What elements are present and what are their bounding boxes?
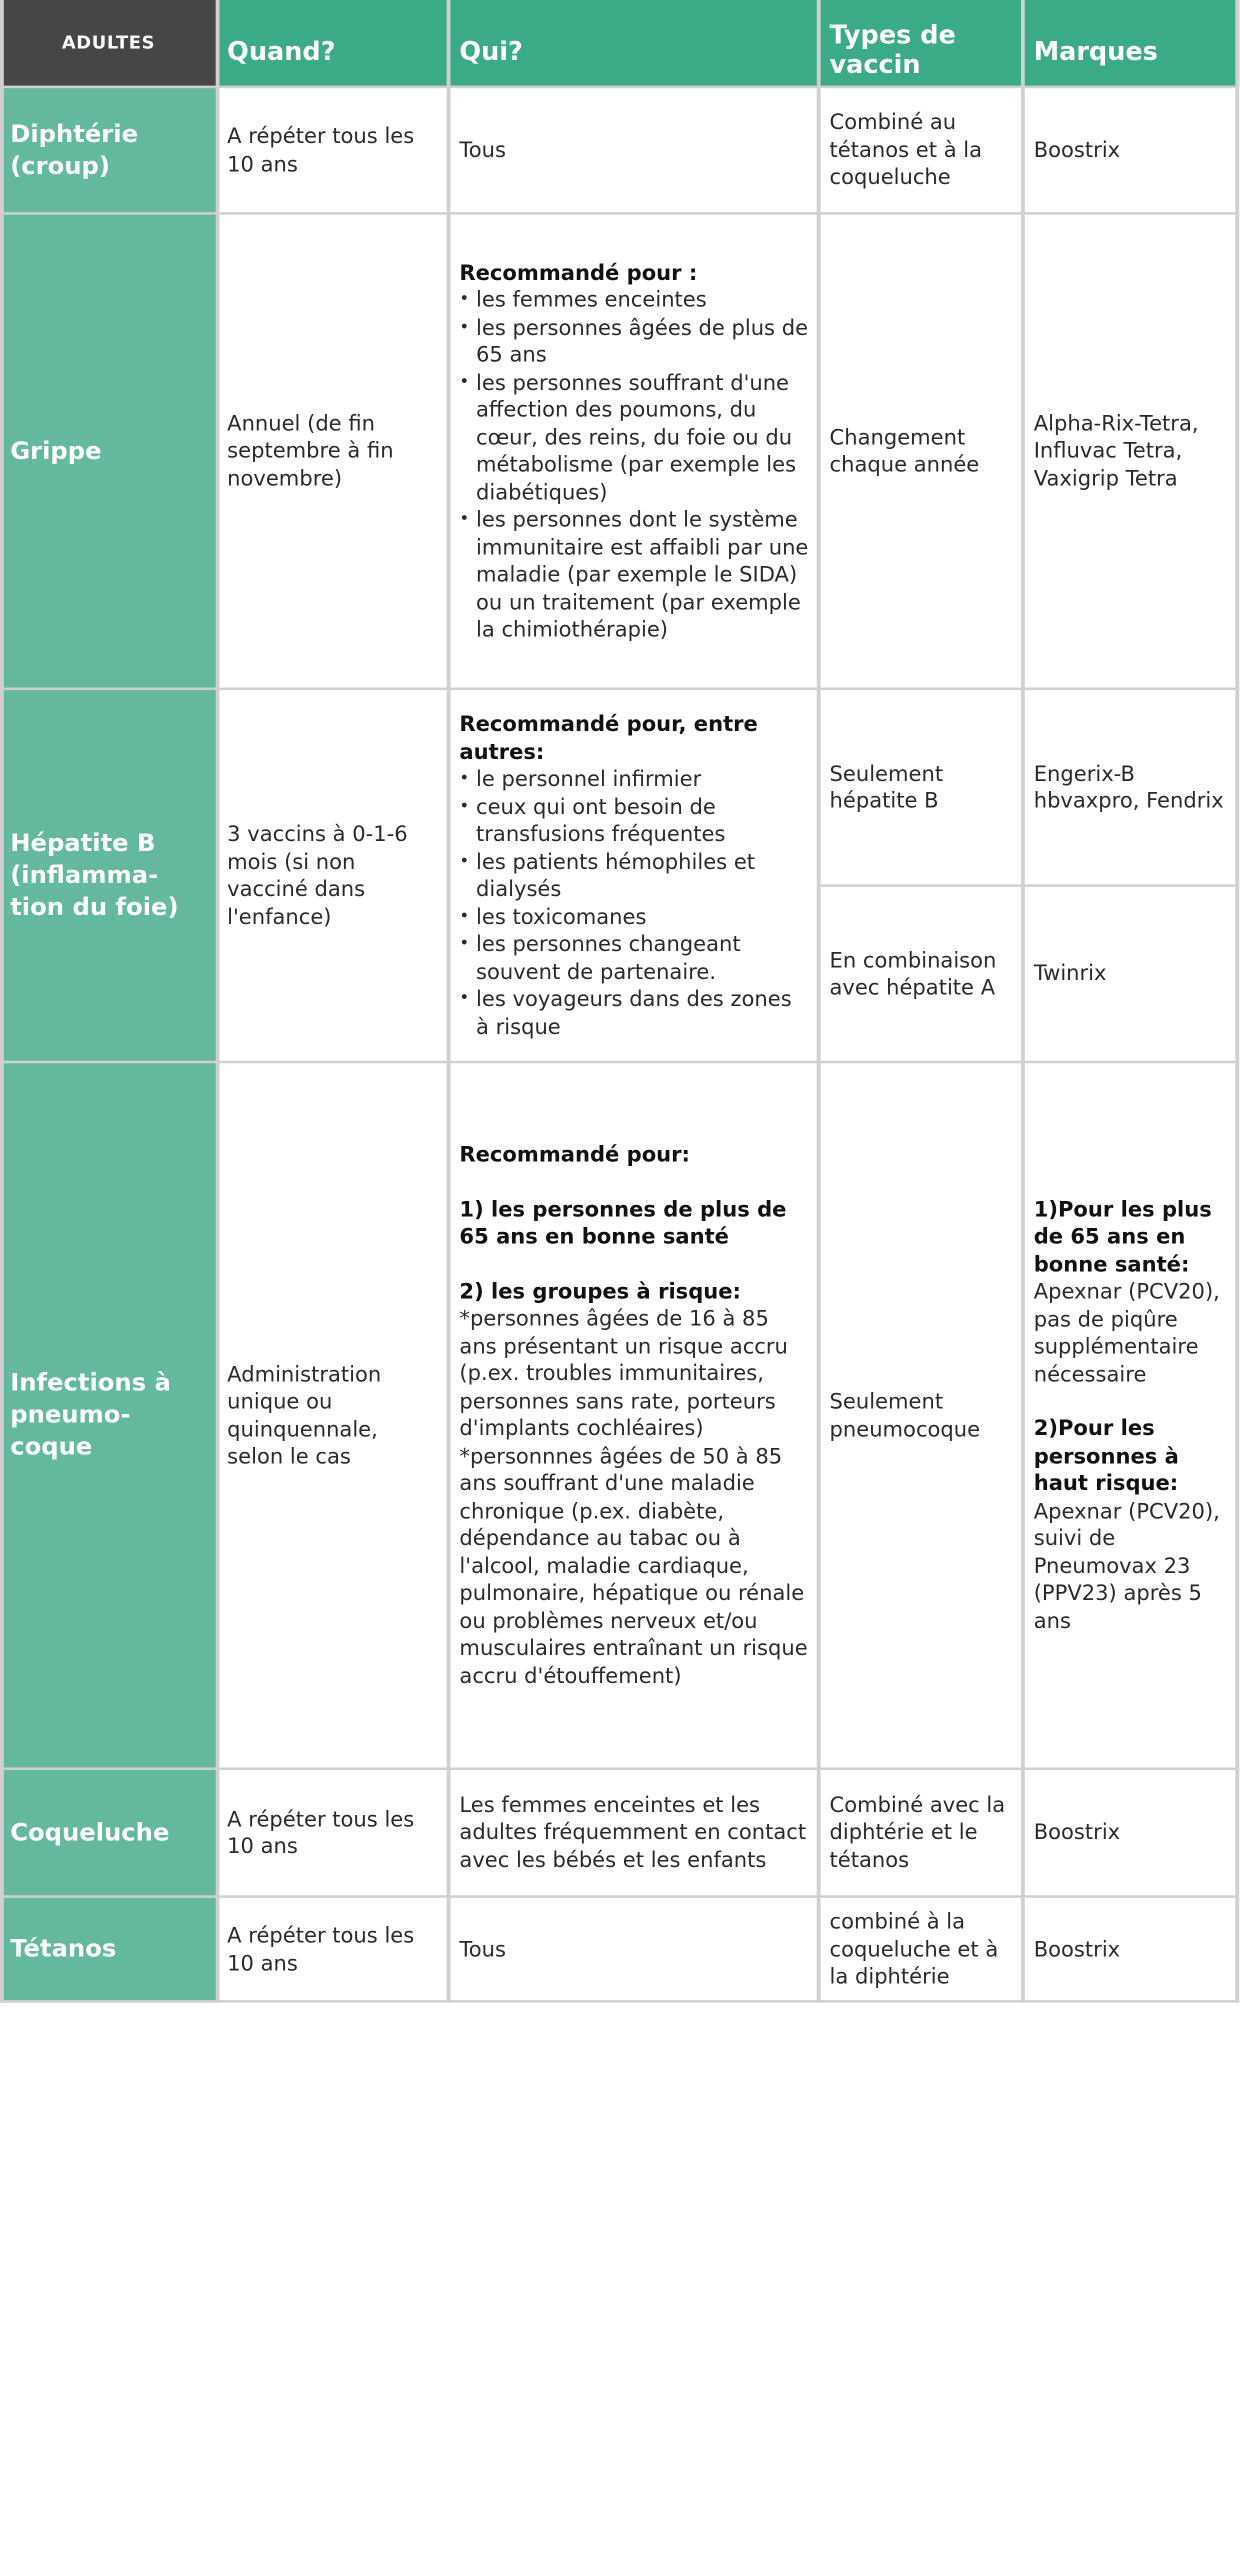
grippe-qui-list — [459, 286, 809, 643]
grippe-types: Changement chaque année — [819, 213, 1023, 688]
hepatite-qui-list — [459, 766, 809, 1041]
pneumo-name: Infections à pneumo-coque — [10, 1368, 171, 1461]
header-types-label: Types de vaccin — [829, 19, 956, 80]
grid-line — [0, 2000, 1239, 2003]
coqueluche-quand: A répéter tous les 10 ans — [217, 1769, 449, 1897]
hepatite-types-2: En combinaison avec hépatite A — [819, 886, 1023, 1062]
header-types — [819, 0, 1023, 87]
coqueluche-types: Combiné avec la diphtérie et le tétanos — [819, 1769, 1023, 1897]
grid-line — [1235, 0, 1239, 2003]
hepatite-qui-intro: Recommandé pour, entre autres: — [459, 711, 758, 764]
grid-line — [0, 688, 1239, 691]
pneumo-quand: Administration unique ou quinquennale, selon le cas — [217, 1062, 449, 1769]
list-item: • les femmes enceintes — [459, 286, 809, 313]
header-marques: Marques — [1024, 0, 1240, 87]
grippe-quand: Annuel (de fin septembre à fin novembre) — [217, 213, 449, 688]
grid-line — [0, 212, 1239, 215]
row-tetanos-label: Tétanos — [0, 1897, 217, 2003]
tetanos-quand: A répéter tous les 10 ans — [217, 1897, 449, 2003]
pneumo-qui-intro: Recommandé pour: — [459, 1142, 690, 1167]
tetanos-types: combiné à la coqueluche et à la diphtérie — [819, 1897, 1023, 2003]
diphterie-name: Diphtérie (croup) — [10, 119, 139, 180]
grid-line — [0, 1061, 1239, 1064]
pneumo-types: Seulement pneumocoque — [819, 1062, 1023, 1769]
diphterie-qui: Tous — [449, 87, 819, 214]
grid-line — [819, 884, 1239, 887]
grid-line — [216, 0, 220, 2003]
grippe-qui-intro: Recommandé pour : — [459, 260, 698, 285]
header-qui: Qui? — [449, 0, 819, 87]
list-item: • les personnes souffrant d'une affection des poumons, du cœur, des reins, du foie ou du métabolisme (par exemple les diabétiques) — [459, 369, 809, 506]
grid-line — [447, 0, 451, 2003]
pneumo-marques-t1: Apexnar (PCV20), pas de piqûre supplémentaire nécessaire — [1033, 1279, 1220, 1387]
list-item: • les patients hémophiles et dialysés — [459, 848, 809, 903]
hepatite-name: Hépatite B (inflamma-tion du foie) — [10, 828, 179, 921]
grid-line — [0, 0, 4, 2003]
hepatite-quand: 3 vaccins à 0-1-6 mois (si non vacciné dans l'enfance) — [217, 689, 449, 1062]
grid-line — [1021, 0, 1025, 2003]
hepatite-marques-2: Twinrix — [1024, 886, 1240, 1062]
pneumo-qui-p1: 1) les personnes de plus de 65 ans en bonne santé — [459, 1196, 787, 1249]
pneumo-marques — [1024, 1062, 1240, 1769]
pneumo-qui — [449, 1062, 819, 1769]
list-item: • ceux qui ont besoin de transfusions fréquentes — [459, 793, 809, 848]
header-quand: Quand? — [217, 0, 449, 87]
grippe-marques: Alpha-Rix-Tetra, Influvac Tetra, Vaxigrip Tetra — [1024, 213, 1240, 688]
hepatite-marques-1: Engerix-B hbvaxpro, Fendrix — [1024, 689, 1240, 886]
grid-line — [0, 1767, 1239, 1770]
pneumo-qui-p2: 2) les groupes à risque: — [459, 1278, 741, 1303]
row-pneumo-label — [0, 1062, 217, 1769]
list-item: • les toxicomanes — [459, 903, 809, 930]
hepatite-qui — [449, 689, 819, 1062]
grid-line — [817, 0, 821, 2003]
list-item: • les voyageurs dans des zones à risque — [459, 985, 809, 1040]
diphterie-types: Combiné au tétanos et à la coqueluche — [819, 87, 1023, 214]
tetanos-marques: Boostrix — [1024, 1897, 1240, 2003]
list-item: • le personnel infirmier — [459, 766, 809, 793]
row-diphterie-label — [0, 87, 217, 214]
grid-line — [0, 86, 1239, 89]
row-coqueluche-label: Coqueluche — [0, 1769, 217, 1897]
pneumo-qui-p2b: *personnnes âgées de 50 à 85 ans souffrant d'une maladie chronique (p.ex. diabète, dépendance au tabac ou à l'alcool, maladie cardiaque, pulmonaire, hépatique ou rénale ou problèmes nerveux et/ou musculaires entraînant un risque accru d'étouffement) — [459, 1443, 808, 1688]
pneumo-marques-t2: Apexnar (PCV20), suivi de Pneumovax 23 (PPV23) après 5 ans — [1033, 1498, 1220, 1633]
header-adultes: ADULTES — [0, 0, 217, 87]
list-item: • les personnes dont le système immunitaire est affaibli par une maladie (par exemple le SIDA) ou un traitement (par exemple la chimiothérapie) — [459, 506, 809, 643]
coqueluche-marques: Boostrix — [1024, 1769, 1240, 1897]
diphterie-quand: A répéter tous les 10 ans — [217, 87, 449, 214]
hepatite-types-1: Seulement hépatite B — [819, 689, 1023, 886]
row-grippe-label: Grippe — [0, 213, 217, 688]
pneumo-qui-p2a: *personnes âgées de 16 à 85 ans présentant un risque accru (p.ex. troubles immunitaires, personnes sans rate, porteurs d'implants cochléaires) — [459, 1306, 788, 1441]
list-item: • les personnes âgées de plus de 65 ans — [459, 314, 809, 369]
list-item: • les personnes changeant souvent de partenaire. — [459, 930, 809, 985]
diphterie-marques: Boostrix — [1024, 87, 1240, 214]
grid-line — [0, 1895, 1239, 1898]
row-hepatite-label — [0, 689, 217, 1062]
grippe-qui — [449, 213, 819, 688]
coqueluche-qui: Les femmes enceintes et les adultes fréquemment en contact avec les bébés et les enfants — [449, 1769, 819, 1897]
pneumo-marques-h2: 2)Pour les personnes à haut risque: — [1033, 1416, 1179, 1496]
tetanos-qui: Tous — [449, 1897, 819, 2003]
pneumo-marques-h1: 1)Pour les plus de 65 ans en bonne santé: — [1033, 1197, 1212, 1277]
